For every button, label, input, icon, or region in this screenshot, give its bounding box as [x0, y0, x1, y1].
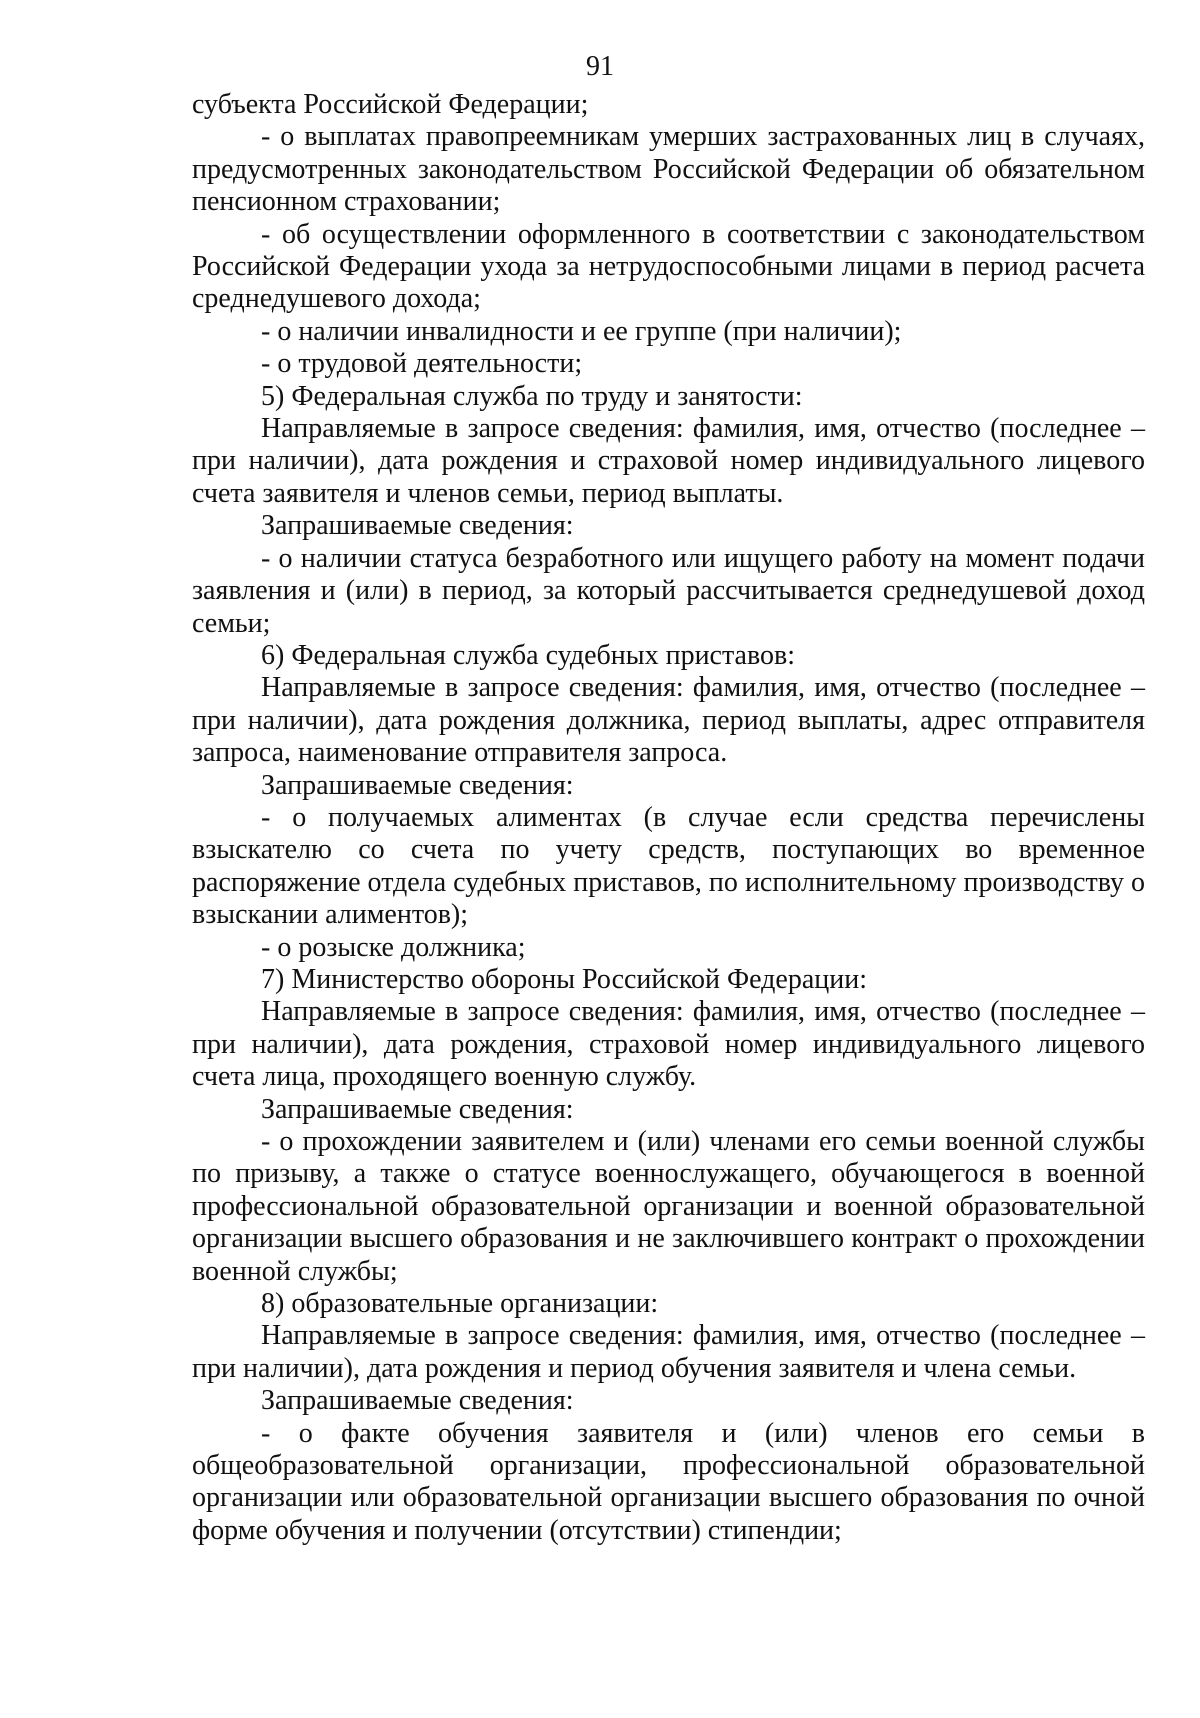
paragraph: - о выплатах правопреемникам умерших застрахованных лиц в случаях, предусмотренных законодательством Российской Федерации об обязательном пенсионном страховании; — [192, 121, 1145, 218]
paragraph: Запрашиваемые сведения: — [261, 1093, 574, 1125]
page-number: 91 — [586, 51, 614, 82]
paragraph: Запрашиваемые сведения: — [261, 769, 574, 801]
paragraph: - о прохождении заявителем и (или) членами его семьи военной службы по призыву, а также о статусе военнослужащего, обучающегося в военной профессиональной образовательной организации и военной образовательной организации высшего образования и не заключившего контракт о прохождении военной службы; — [192, 1126, 1145, 1287]
paragraph: 6) Федеральная служба судебных приставов: — [261, 639, 796, 671]
paragraph: Направляемые в запросе сведения: фамилия, имя, отчество (последнее – при наличии), дата рождения должника, период выплаты, адрес отправителя запроса, наименование отправителя запроса. — [192, 672, 1145, 769]
document-body — [192, 89, 1145, 1547]
paragraph: - о факте обучения заявителя и (или) членов его семьи в общеобразовательной организации, профессиональной образовательной организации или образовательной организации высшего образования по очной форме обучения и получении (отсутствии) стипендии; — [192, 1417, 1145, 1546]
paragraph: - о наличии инвалидности и ее группе (при наличии); — [261, 315, 902, 347]
paragraph: Запрашиваемые сведения: — [261, 1385, 574, 1417]
paragraph: субъекта Российской Федерации; — [192, 89, 589, 120]
paragraph: Направляемые в запросе сведения: фамилия, имя, отчество (последнее – при наличии), дата рождения, страховой номер индивидуального лицевого счета лица, проходящего военную службу. — [192, 996, 1145, 1093]
paragraph: 8) образовательные организации: — [261, 1288, 659, 1320]
paragraph: 5) Федеральная служба по труду и занятости: — [261, 380, 803, 412]
paragraph: - об осуществлении оформленного в соответствии с законодательством Российской Федерации ухода за нетрудоспособными лицами в период расчета среднедушевого дохода; — [192, 218, 1145, 315]
paragraph: - о получаемых алиментах (в случае если средства перечислены взыскателю со счета по учету средств, поступающих во временное распоряжение отдела судебных приставов, по исполнительному производству о взыскании алиментов); — [192, 801, 1145, 931]
paragraph: 7) Министерство обороны Российской Федерации: — [261, 963, 868, 995]
paragraph: - о розыске должника; — [261, 931, 526, 963]
paragraph: Запрашиваемые сведения: — [261, 510, 574, 542]
paragraph: Направляемые в запросе сведения: фамилия, имя, отчество (последнее – при наличии), дата рождения и страховой номер индивидуального лицевого счета заявителя и членов семьи, период выплаты. — [192, 413, 1145, 509]
paragraph: - о трудовой деятельности; — [261, 348, 583, 380]
paragraph: Направляемые в запросе сведения: фамилия, имя, отчество (последнее – при наличии), дата рождения и период обучения заявителя и члена семьи. — [192, 1320, 1145, 1384]
paragraph: - о наличии статуса безработного или ищущего работу на момент подачи заявления и (или) в период, за который рассчитывается среднедушевой доход семьи; — [192, 542, 1145, 639]
